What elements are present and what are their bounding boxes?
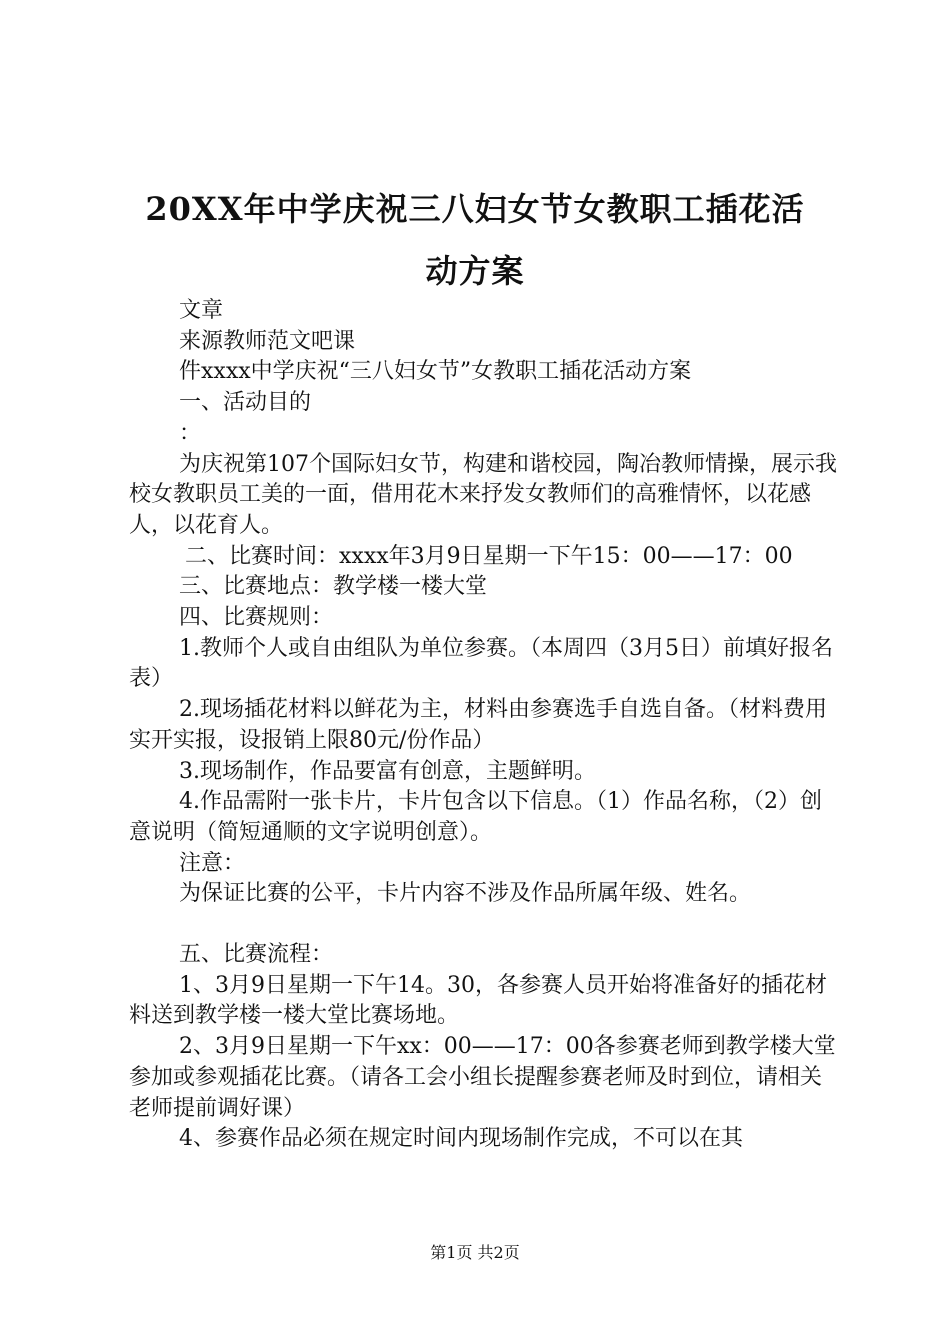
title-line-2: 动方案 — [425, 252, 525, 290]
rule-item-2: 2.现场插花材料以鲜花为主，材料由参赛选手自选自备。（材料费用实开实报，设报销上限80元/份作品） — [129, 697, 827, 753]
process-item-2: 2、3月9日星期一下午xx：00——17：00各参赛老师到教学楼大堂参加或参观插花比赛。（请各工会小组长提醒参赛老师及时到位，请相关老师提前调好课） — [129, 1034, 836, 1121]
rule-item-1: 1.教师个人或自由组队为单位参赛。（本周四（3月5日）前填好报名表） — [129, 635, 833, 692]
section-heading-purpose: 一、活动目的 — [179, 390, 312, 416]
document-body — [129, 296, 841, 1155]
paragraph-purpose-text: 为庆祝第107个国际妇女节，构建和谐校园，陶冶教师情操，展示我校女教职员工美的一面，借用花木来抒发女教师们的高雅情怀，以花感人，以花育人。 — [129, 451, 837, 538]
process-item-4: 4、参赛作品必须在规定时间内现场制作完成，不可以在其 — [179, 1126, 743, 1152]
document-title — [100, 178, 850, 302]
paragraph-article: 文章 — [179, 298, 224, 323]
paragraph-source: 来源教师范文吧课 — [179, 328, 356, 354]
paragraph-doc-heading: 件xxxx中学庆祝“三八妇女节”女教职工插花活动方案 — [179, 359, 692, 385]
paragraph-colon: ： — [179, 420, 202, 446]
section-heading-rules: 四、比赛规则： — [179, 605, 334, 631]
process-item-1: 1、3月9日星期一下午14。30，各参赛人员开始将准备好的插花材料送到教学楼一楼大堂比赛场地。 — [129, 972, 827, 1029]
paragraph-note-text: 为保证比赛的公平，卡片内容不涉及作品所属年级、姓名。 — [179, 881, 752, 907]
section-heading-time: 二、比赛时间：xxxx年3月9日星期一下午15：00——17：00 — [185, 543, 793, 569]
title-line-1: 20XX年中学庆祝三八妇女节女教职工插花活 — [145, 190, 805, 228]
rule-item-4: 4.作品需附一张卡片，卡片包含以下信息。（1）作品名称，（2）创意说明（简短通顺的文字说明创意）。 — [129, 789, 822, 845]
paragraph-note-label: 注意： — [179, 850, 246, 876]
blank-line — [129, 910, 841, 940]
section-heading-location: 三、比赛地点：教学楼一楼大堂 — [179, 574, 488, 600]
section-heading-process: 五、比赛流程： — [179, 942, 334, 968]
rule-item-3: 3.现场制作，作品要富有创意，主题鲜明。 — [179, 758, 596, 784]
page-footer: 第1页 共2页 — [430, 1243, 520, 1262]
